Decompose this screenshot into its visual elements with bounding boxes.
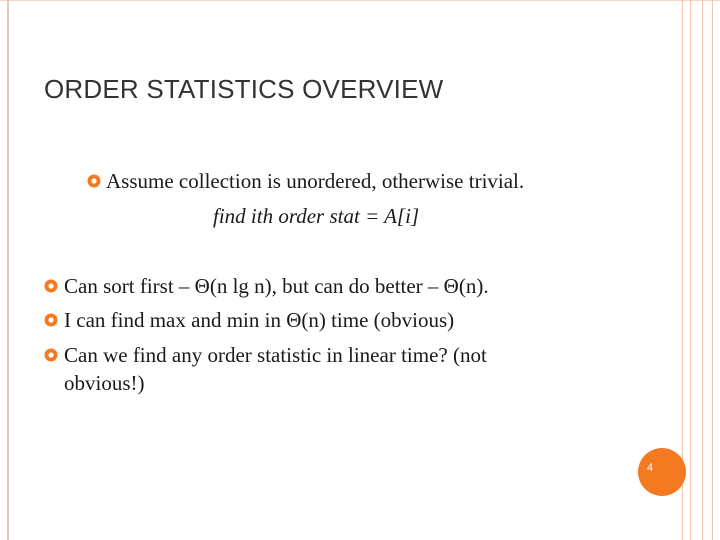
right-border-line: [702, 0, 703, 540]
slide-title: ORDER STATISTICS OVERVIEW: [44, 74, 444, 104]
sun-bullet-icon: [87, 174, 101, 188]
left-border: [7, 0, 9, 540]
sun-bullet-icon: [44, 279, 58, 293]
bullet-item: I can find max and min in Θ(n) time (obvious): [64, 308, 455, 332]
sun-bullet-icon: [44, 313, 58, 327]
bullet-item: Can we find any order statistic in linear time? (not: [64, 343, 487, 367]
sub-bullet-text: Assume collection is unordered, otherwise trivial.: [106, 169, 525, 193]
right-border-line: [690, 0, 691, 540]
page-number-badge: [638, 448, 686, 496]
bullet-item: Can sort first – Θ(n lg n), but can do better – Θ(n).: [64, 274, 489, 298]
page-number: 4: [647, 462, 654, 474]
top-border: [0, 0, 720, 1]
sub-bullet-note: find ith order stat = A[i]: [213, 204, 420, 228]
bullet-item-continuation: obvious!): [64, 371, 145, 395]
right-border-line: [712, 0, 713, 540]
sun-bullet-icon: [44, 348, 58, 362]
